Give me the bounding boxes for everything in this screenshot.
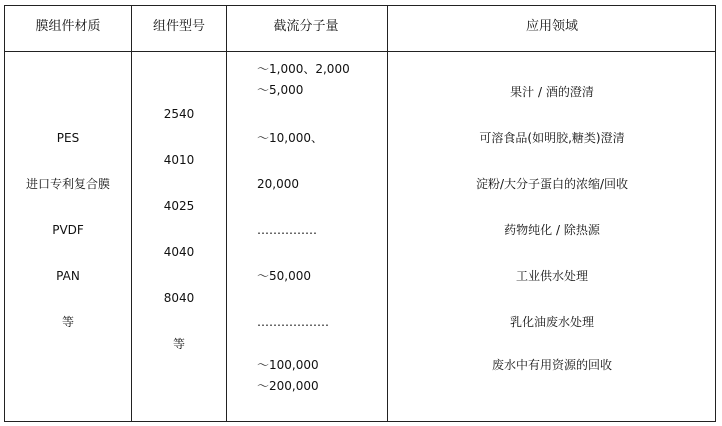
- application-item: 可溶食品(如明胶,糖类)澄清: [479, 131, 625, 145]
- mwco-item: ～5,000: [257, 83, 304, 97]
- mwco-item: ～10,000、: [257, 131, 323, 145]
- material-item: PVDF: [52, 223, 84, 237]
- spec-table: [4, 5, 716, 422]
- model-item: 2540: [163, 107, 195, 121]
- mwco-item: ～200,000: [257, 379, 319, 393]
- header-material: 膜组件材质: [35, 19, 101, 34]
- header-divider: [5, 51, 715, 52]
- material-item: PES: [56, 131, 80, 145]
- material-item: 等: [61, 315, 75, 329]
- application-item: 乳化油废水处理: [509, 315, 595, 329]
- application-item: 废水中有用资源的回收: [491, 358, 613, 372]
- model-item: 4010: [163, 153, 195, 167]
- model-item: 等: [172, 337, 186, 351]
- mwco-item: ～100,000: [257, 358, 319, 372]
- model-item: 4040: [163, 245, 195, 259]
- header-mwco: 截流分子量: [273, 19, 339, 34]
- header-application: 应用领域: [525, 19, 579, 34]
- column-divider: [226, 6, 227, 421]
- model-item: 4025: [163, 199, 195, 213]
- mwco-item: ～50,000: [257, 269, 311, 283]
- application-item: 淀粉/大分子蛋白的浓缩/回收: [475, 177, 629, 191]
- application-item: 工业供水处理: [515, 269, 589, 283]
- column-divider: [131, 6, 132, 421]
- column-divider: [387, 6, 388, 421]
- application-item: 药物纯化 / 除热源: [504, 223, 600, 237]
- mwco-item: ………………: [257, 315, 329, 329]
- model-item: 8040: [163, 291, 195, 305]
- mwco-item: ～1,000、2,000: [257, 62, 350, 76]
- mwco-item: 20,000: [257, 177, 299, 191]
- mwco-item: ……………: [257, 223, 317, 237]
- material-item: PAN: [56, 269, 80, 283]
- application-item: 果汁 / 酒的澄清: [510, 85, 594, 99]
- material-item: 进口专利复合膜: [25, 177, 111, 191]
- header-model: 组件型号: [152, 19, 206, 34]
